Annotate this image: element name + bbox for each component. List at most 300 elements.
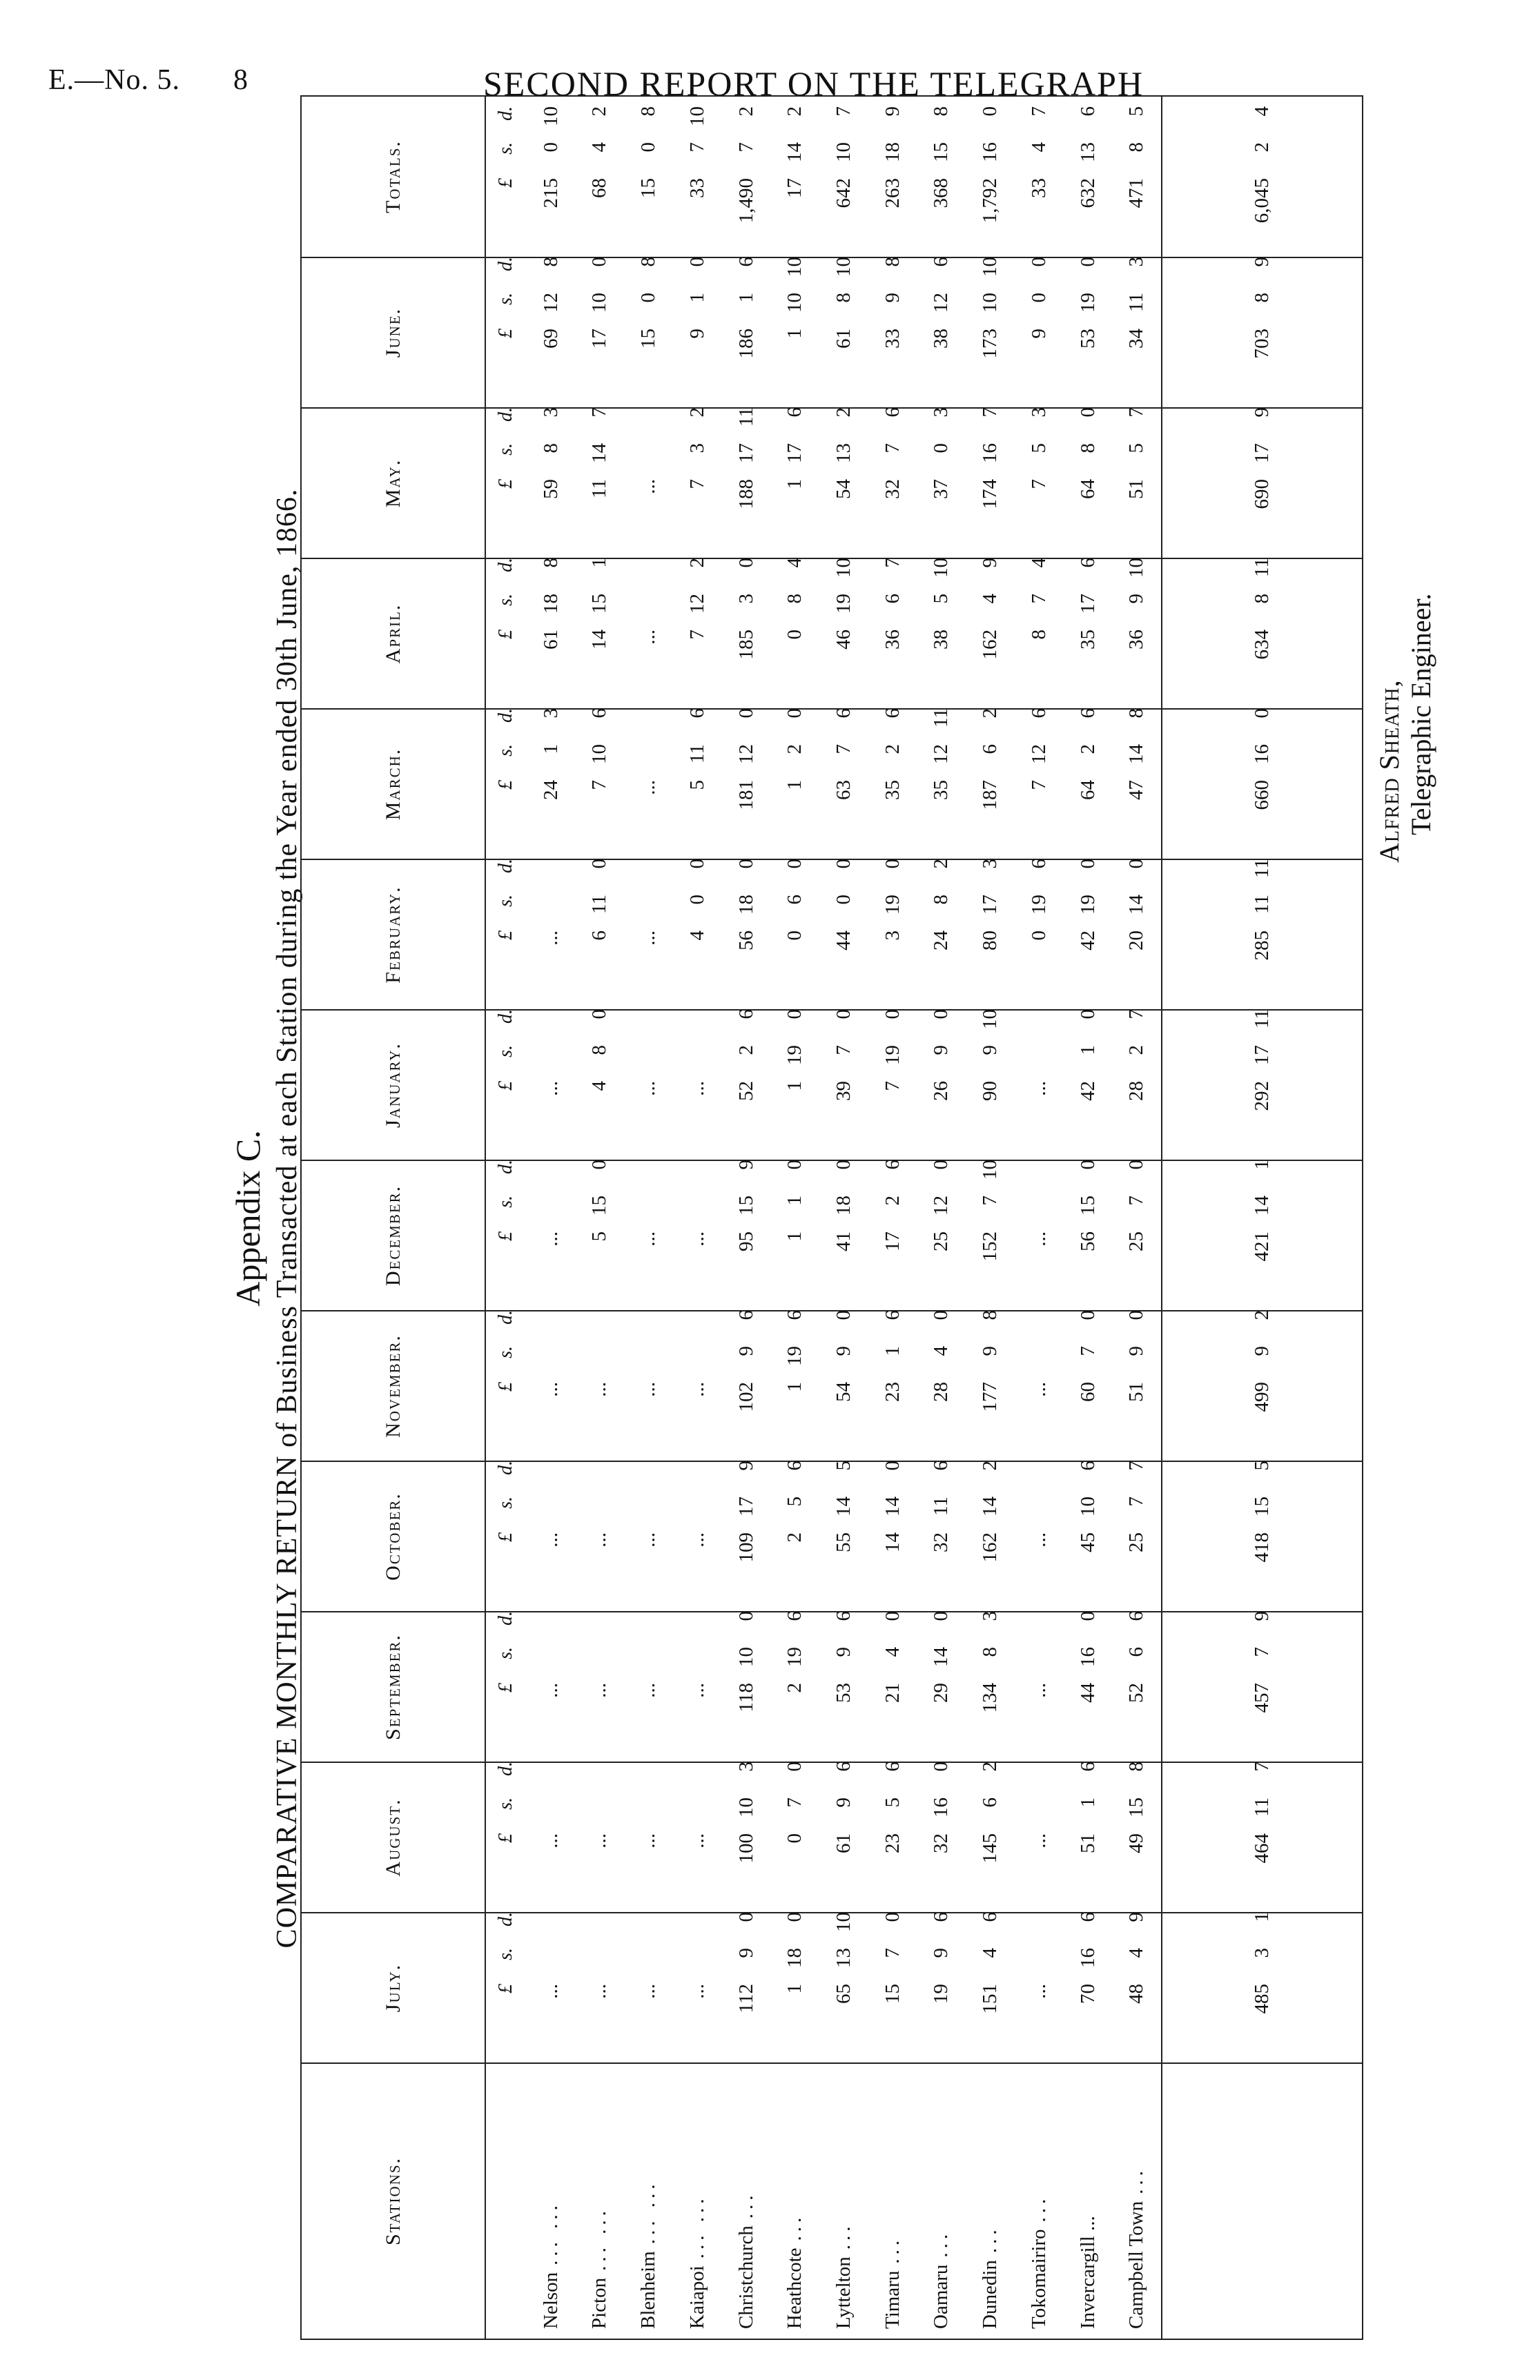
month-amount-cell xyxy=(868,257,917,408)
unit-shillings: s. xyxy=(495,1196,517,1208)
pounds: 2 xyxy=(783,1683,806,1693)
month-amount-cell xyxy=(527,1311,576,1461)
shillings: 5 xyxy=(930,594,953,604)
units-row xyxy=(485,96,527,2339)
month-total-cell xyxy=(1162,1612,1363,1762)
pence: 0 xyxy=(930,1310,953,1320)
pence: 5 xyxy=(1125,106,1148,117)
shillings: 12 xyxy=(539,293,562,313)
pence: 3 xyxy=(979,1611,1002,1621)
leader-dots: ... ... xyxy=(637,2180,660,2245)
month-amount-cell xyxy=(722,257,771,408)
station-name: Christchurch xyxy=(734,2225,757,2329)
pence: 8 xyxy=(979,1310,1002,1320)
month-amount-cell xyxy=(722,1311,771,1461)
month-amount-cell xyxy=(1015,1762,1064,1913)
month-amount-cell xyxy=(819,709,868,859)
pounds: 39 xyxy=(832,1081,855,1101)
pounds: 54 xyxy=(832,1382,855,1402)
pence: 0 xyxy=(734,708,757,719)
station-total-cell xyxy=(1064,96,1113,257)
pounds: 54 xyxy=(832,479,855,499)
shillings: 19 xyxy=(881,1045,904,1065)
pence: 6 xyxy=(832,708,855,719)
month-total-cell xyxy=(1162,709,1363,859)
shillings: 8 xyxy=(1251,594,1274,604)
unit-pounds: £ xyxy=(495,930,517,940)
totals-spacer xyxy=(1162,2063,1363,2339)
shillings: 19 xyxy=(783,1346,806,1366)
pounds: 15 xyxy=(637,178,660,198)
table-row xyxy=(770,96,819,2339)
station-name: Kaiapoi xyxy=(685,2265,708,2329)
shillings: 14 xyxy=(783,142,806,162)
month-amount-cell xyxy=(624,558,673,709)
month-amount-cell xyxy=(770,408,819,558)
month-amount-cell xyxy=(1112,1311,1162,1461)
pounds: 7 xyxy=(1027,780,1050,790)
shillings: 7 xyxy=(1125,1496,1148,1507)
pounds: 7 xyxy=(685,630,708,640)
unit-pence: d. xyxy=(495,106,517,121)
month-amount-cell xyxy=(966,859,1015,1010)
month-amount-cell xyxy=(1064,1461,1113,1612)
shillings: 6 xyxy=(881,594,904,604)
pence: 0 xyxy=(1076,1160,1099,1170)
pence: 5 xyxy=(832,1461,855,1471)
shillings: 1 xyxy=(881,1346,904,1356)
unit-shillings: s. xyxy=(495,1647,517,1659)
pounds: 70 xyxy=(1076,1984,1099,2004)
month-amount-cell xyxy=(1112,709,1162,859)
station-total-cell xyxy=(868,96,917,257)
pence: 0 xyxy=(783,1762,806,1772)
pounds: ... xyxy=(539,1984,562,1999)
appendix-subtitle: COMPARATIVE MONTHLY RETURN of Business Transacted at each Station during the Year ended 30th June, 1866. xyxy=(271,488,303,1949)
month-amount-cell xyxy=(819,1461,868,1612)
pounds: 151 xyxy=(979,1984,1002,2014)
pence: 6 xyxy=(1076,558,1099,568)
station-total-cell xyxy=(722,96,771,257)
pence: 10 xyxy=(783,257,806,277)
pounds: 2 xyxy=(783,1532,806,1543)
rotated-appendix xyxy=(228,97,1540,2340)
month-amount-cell xyxy=(1112,257,1162,408)
unit-pounds: £ xyxy=(495,178,517,188)
pence: 0 xyxy=(783,1160,806,1170)
shillings: 10 xyxy=(979,293,1002,313)
month-amount-cell xyxy=(1015,709,1064,859)
pounds: 0 xyxy=(783,630,806,640)
shillings: 0 xyxy=(685,895,708,905)
pence: 7 xyxy=(1251,1762,1274,1772)
station-cell xyxy=(527,2063,576,2339)
station-cell xyxy=(1015,2063,1064,2339)
month-amount-cell xyxy=(1064,408,1113,558)
pence: 7 xyxy=(1125,1461,1148,1471)
pence: 0 xyxy=(783,1912,806,1922)
month-amount-cell xyxy=(917,859,966,1010)
month-amount-cell xyxy=(527,1612,576,1762)
unit-pounds: £ xyxy=(495,1382,517,1392)
month-amount-cell xyxy=(673,859,722,1010)
month-amount-cell xyxy=(1112,1461,1162,1612)
pence: 7 xyxy=(588,407,611,418)
pounds: 42 xyxy=(1076,1081,1099,1101)
table-row xyxy=(1064,96,1113,2339)
month-amount-cell xyxy=(624,1913,673,2063)
pence: 0 xyxy=(1076,407,1099,418)
shillings: 8 xyxy=(783,594,806,604)
month-amount-cell xyxy=(673,1311,722,1461)
pounds: 24 xyxy=(930,930,953,950)
units-cell xyxy=(485,558,527,709)
shillings: 1 xyxy=(734,293,757,303)
month-total-cell xyxy=(1162,408,1363,558)
pounds: 36 xyxy=(881,630,904,650)
month-amount-cell xyxy=(966,1612,1015,1762)
shillings: 17 xyxy=(1251,443,1274,463)
pounds: 1 xyxy=(783,329,806,339)
month-total-cell xyxy=(1162,1311,1363,1461)
month-amount-cell xyxy=(868,1612,917,1762)
station-cell xyxy=(576,2063,625,2339)
pounds: 64 xyxy=(1076,479,1099,499)
pounds: 15 xyxy=(637,329,660,349)
units-cell xyxy=(485,408,527,558)
pence: 5 xyxy=(1251,1461,1274,1471)
station-name: Lyttelton xyxy=(832,2256,855,2329)
pence: 8 xyxy=(637,106,660,117)
pence: 2 xyxy=(685,558,708,568)
month-total-cell xyxy=(1162,1762,1363,1913)
shillings: 19 xyxy=(1076,895,1099,915)
shillings: 2 xyxy=(1076,744,1099,754)
station-name: Nelson xyxy=(539,2272,562,2329)
month-amount-cell xyxy=(1064,257,1113,408)
unit-pounds: £ xyxy=(495,1833,517,1843)
month-amount-cell xyxy=(868,558,917,709)
shillings: 0 xyxy=(930,443,953,453)
pounds: 15 xyxy=(881,1984,904,2004)
pence: 6 xyxy=(1076,106,1099,117)
pounds: 20 xyxy=(1125,930,1148,950)
pence: 6 xyxy=(881,1160,904,1170)
pounds: 35 xyxy=(930,780,953,800)
shillings: 4 xyxy=(979,594,1002,604)
pence: 0 xyxy=(930,1611,953,1621)
month-amount-cell xyxy=(819,859,868,1010)
month-amount-cell xyxy=(624,859,673,1010)
unit-pence: d. xyxy=(495,1160,517,1174)
month-header: June. xyxy=(301,257,485,408)
pounds: 8 xyxy=(1027,630,1050,640)
pounds: 174 xyxy=(979,479,1002,509)
pence: 9 xyxy=(979,558,1002,568)
shillings: 15 xyxy=(734,1196,757,1216)
unit-pounds: £ xyxy=(495,1532,517,1542)
pence: 3 xyxy=(539,407,562,418)
month-amount-cell xyxy=(722,1762,771,1913)
pounds: 25 xyxy=(930,1231,953,1251)
pounds: 215 xyxy=(539,178,562,208)
pounds: 46 xyxy=(832,630,855,650)
shillings: 13 xyxy=(1076,142,1099,162)
month-amount-cell xyxy=(1064,1010,1113,1160)
pounds: 1 xyxy=(783,1382,806,1392)
pounds: 17 xyxy=(588,329,611,349)
pence: 6 xyxy=(783,407,806,418)
units-cell xyxy=(485,859,527,1010)
pounds: 9 xyxy=(1027,329,1050,339)
station-total-cell xyxy=(1015,96,1064,257)
units-cell xyxy=(485,1160,527,1311)
shillings: 15 xyxy=(930,142,953,162)
unit-shillings: s. xyxy=(495,142,517,155)
shillings: 2 xyxy=(783,744,806,754)
pence: 11 xyxy=(1251,1009,1274,1028)
pence: 8 xyxy=(930,106,953,117)
pence: 0 xyxy=(881,1912,904,1922)
shillings: 14 xyxy=(979,1496,1002,1516)
pence: 8 xyxy=(1125,1762,1148,1772)
pounds: 1 xyxy=(783,1231,806,1242)
shillings: 14 xyxy=(1125,895,1148,915)
pounds: 60 xyxy=(1076,1382,1099,1402)
units-cell xyxy=(485,1311,527,1461)
pounds: ... xyxy=(637,1984,660,1999)
pounds: 4 xyxy=(685,930,708,941)
month-amount-cell xyxy=(576,1010,625,1160)
month-amount-cell xyxy=(819,408,868,558)
pence: 11 xyxy=(1251,859,1274,878)
pounds: ... xyxy=(637,1683,660,1698)
station-cell xyxy=(673,2063,722,2339)
pence: 1 xyxy=(1251,1160,1274,1170)
shillings: 8 xyxy=(539,443,562,453)
month-total-cell xyxy=(1162,859,1363,1010)
month-total-cell xyxy=(1162,1913,1363,2063)
pounds: ... xyxy=(637,630,660,645)
pounds: 53 xyxy=(832,1683,855,1703)
shillings: 17 xyxy=(1251,1045,1274,1065)
pence: 0 xyxy=(881,1611,904,1621)
month-amount-cell xyxy=(576,1160,625,1311)
shillings: 1 xyxy=(539,744,562,754)
shillings: 2 xyxy=(881,744,904,754)
shillings: 9 xyxy=(930,1045,953,1055)
month-total-cell xyxy=(1162,257,1363,408)
pounds: 24 xyxy=(539,780,562,800)
station-total-cell xyxy=(576,96,625,257)
monthly-return-table xyxy=(300,95,1363,2340)
pounds: 38 xyxy=(930,329,953,349)
pence: 6 xyxy=(1076,708,1099,719)
month-amount-cell xyxy=(868,709,917,859)
pounds: 41 xyxy=(832,1231,855,1251)
pounds: ... xyxy=(637,1833,660,1849)
leader-dots: ... ... xyxy=(539,2201,562,2265)
month-amount-cell xyxy=(917,1311,966,1461)
month-amount-cell xyxy=(868,1160,917,1311)
pounds: 464 xyxy=(1251,1833,1274,1864)
unit-pence: d. xyxy=(495,1009,517,1024)
pounds: 7 xyxy=(685,479,708,489)
shillings: 1 xyxy=(1076,1045,1099,1055)
pence: 10 xyxy=(832,558,855,578)
pounds: 80 xyxy=(979,930,1002,950)
pence: 6 xyxy=(1076,1762,1099,1772)
month-amount-cell xyxy=(966,1311,1015,1461)
pounds: 145 xyxy=(979,1833,1002,1864)
month-header: November. xyxy=(301,1311,485,1461)
shillings: 0 xyxy=(1027,293,1050,303)
unit-pence: d. xyxy=(495,257,517,271)
shillings: 15 xyxy=(1125,1797,1148,1817)
shillings: 10 xyxy=(734,1797,757,1817)
pence: 6 xyxy=(881,1310,904,1320)
month-amount-cell xyxy=(770,709,819,859)
month-total-cell xyxy=(1162,1010,1363,1160)
shillings: 1 xyxy=(783,1196,806,1206)
pence: 0 xyxy=(588,1160,611,1170)
pounds: 17 xyxy=(783,178,806,198)
pounds: 186 xyxy=(734,329,757,359)
pence: 0 xyxy=(881,859,904,869)
shillings: 2 xyxy=(1251,142,1274,153)
table-row xyxy=(527,96,576,2339)
pounds: 102 xyxy=(734,1382,757,1412)
month-amount-cell xyxy=(624,1762,673,1913)
month-amount-cell xyxy=(1112,859,1162,1010)
shillings: 15 xyxy=(1251,1496,1274,1516)
unit-shillings: s. xyxy=(495,744,517,757)
station-name: Tokomairiro xyxy=(1027,2229,1050,2329)
month-amount-cell xyxy=(527,408,576,558)
shillings: 18 xyxy=(734,895,757,915)
shillings: 3 xyxy=(734,594,757,604)
unit-pounds: £ xyxy=(495,1683,517,1693)
shillings: 0 xyxy=(637,293,660,303)
shillings: 17 xyxy=(979,895,1002,915)
pence: 0 xyxy=(1076,859,1099,869)
leader-dots: ... xyxy=(979,2225,1002,2254)
month-amount-cell xyxy=(527,558,576,709)
pence: 6 xyxy=(1027,859,1050,869)
shillings: 14 xyxy=(1251,1196,1274,1216)
pence: 9 xyxy=(1251,1611,1274,1621)
pence: 6 xyxy=(588,708,611,719)
pence: 2 xyxy=(783,106,806,117)
station-total-cell xyxy=(917,96,966,257)
pence: 0 xyxy=(832,1310,855,1320)
unit-shillings: s. xyxy=(495,293,517,305)
pounds: 1,792 xyxy=(979,178,1002,224)
shillings: 4 xyxy=(979,1948,1002,1958)
month-amount-cell xyxy=(1112,1010,1162,1160)
shillings: 19 xyxy=(832,594,855,614)
shillings: 7 xyxy=(979,1196,1002,1206)
month-amount-cell xyxy=(673,709,722,859)
pounds: 33 xyxy=(881,329,904,349)
pounds: 69 xyxy=(539,329,562,349)
monthly-return-table-wrapper xyxy=(300,97,1363,2340)
station-total-cell xyxy=(1112,96,1162,257)
shillings: 9 xyxy=(881,293,904,303)
unit-pounds: £ xyxy=(495,329,517,338)
pounds: 1 xyxy=(783,479,806,489)
month-amount-cell xyxy=(868,1311,917,1461)
shillings: 9 xyxy=(1125,1346,1148,1356)
pounds: 44 xyxy=(1076,1683,1099,1703)
shillings: 11 xyxy=(588,895,611,914)
month-header: March. xyxy=(301,709,485,859)
pence: 0 xyxy=(685,859,708,869)
month-amount-cell xyxy=(819,1311,868,1461)
pounds: 44 xyxy=(832,930,855,950)
month-amount-cell xyxy=(624,1160,673,1311)
month-amount-cell xyxy=(1015,859,1064,1010)
pounds: 38 xyxy=(930,630,953,650)
shillings: 16 xyxy=(1076,1647,1099,1667)
pence: 11 xyxy=(930,708,953,728)
pence: 0 xyxy=(1125,1160,1148,1170)
pounds: 32 xyxy=(930,1833,953,1853)
month-header: September. xyxy=(301,1612,485,1762)
month-amount-cell xyxy=(722,1160,771,1311)
shillings: 4 xyxy=(1027,142,1050,153)
shillings: 18 xyxy=(832,1196,855,1216)
month-amount-cell xyxy=(1112,1762,1162,1913)
month-amount-cell xyxy=(527,709,576,859)
month-amount-cell xyxy=(917,1160,966,1311)
pence: 8 xyxy=(539,257,562,267)
shillings: 12 xyxy=(930,744,953,764)
shillings: 7 xyxy=(1125,1196,1148,1206)
pence: 0 xyxy=(1027,257,1050,267)
shillings: 8 xyxy=(1125,142,1148,153)
unit-shillings: s. xyxy=(495,895,517,907)
pounds: 109 xyxy=(734,1532,757,1563)
shillings: 13 xyxy=(832,1948,855,1968)
station-cell xyxy=(1064,2063,1113,2339)
pence: 0 xyxy=(930,1762,953,1772)
station-name: Timaru xyxy=(881,2270,904,2329)
pence: 0 xyxy=(685,257,708,267)
month-amount-cell xyxy=(819,1160,868,1311)
month-amount-cell xyxy=(917,558,966,709)
month-amount-cell xyxy=(1015,1311,1064,1461)
pence: 3 xyxy=(979,859,1002,869)
pence: 0 xyxy=(734,1912,757,1922)
units-cell xyxy=(485,96,527,257)
month-amount-cell xyxy=(1015,1160,1064,1311)
month-amount-cell xyxy=(722,709,771,859)
pounds: 152 xyxy=(979,1231,1002,1262)
unit-shillings: s. xyxy=(495,1948,517,1960)
pounds: 660 xyxy=(1251,780,1274,810)
shillings: 6 xyxy=(979,1797,1002,1808)
month-header: April. xyxy=(301,558,485,709)
month-amount-cell xyxy=(966,1160,1015,1311)
pounds: ... xyxy=(685,1532,708,1548)
month-amount-cell xyxy=(770,257,819,408)
pounds: 7 xyxy=(588,780,611,790)
month-amount-cell xyxy=(966,1010,1015,1160)
station-cell xyxy=(917,2063,966,2339)
shillings: 7 xyxy=(685,142,708,153)
pounds: 292 xyxy=(1251,1081,1274,1111)
